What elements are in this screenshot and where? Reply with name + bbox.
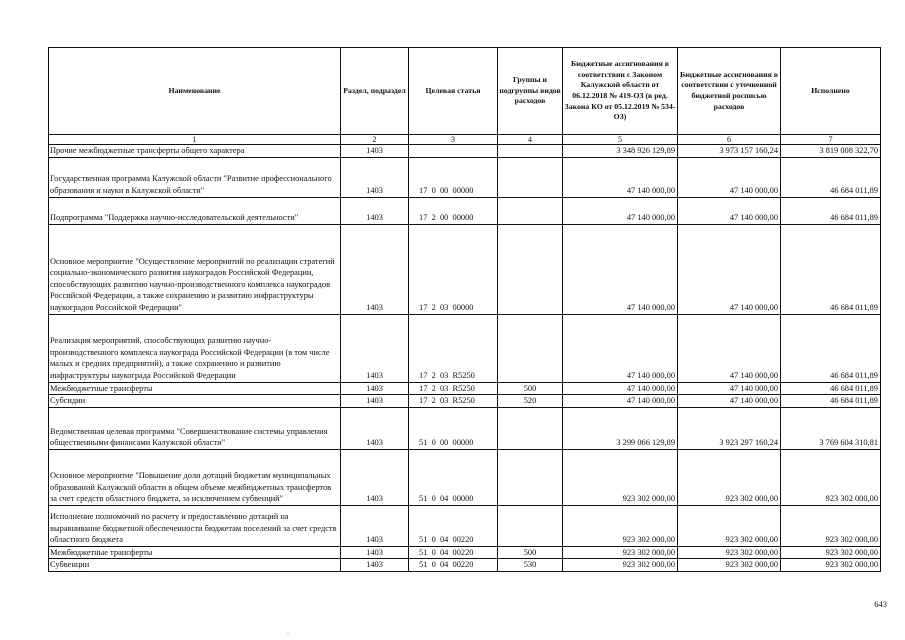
row-target: 51 0 00 00000 — [409, 407, 498, 449]
table-row — [49, 395, 881, 408]
row-refined-amount: 923 302 000,00 — [678, 559, 781, 572]
row-name: Подпрограмма "Поддержка научно-исследовательской деятельности" — [49, 197, 341, 224]
table-row — [49, 449, 881, 505]
row-group — [498, 197, 563, 224]
row-name: Межбюджетные трансферты — [49, 546, 341, 559]
footer-mark: . — [287, 627, 289, 636]
row-executed-amount: 923 302 000,00 — [781, 559, 881, 572]
row-group: 520 — [498, 395, 563, 408]
row-target: 17 0 00 00000 — [409, 157, 498, 197]
row-target: 17 2 00 00000 — [409, 197, 498, 224]
row-target: 17 2 03 00000 — [409, 224, 498, 314]
row-section: 1403 — [341, 382, 409, 395]
header-law: Бюджетные ассигнования в соответствии с Законом Калужской области от 06.12.2018 № 419-ОЗ (в ред. Закона КО от 05.12.2019 № 534-ОЗ) — [563, 48, 678, 135]
row-executed-amount: 3 819 008 322,70 — [781, 145, 881, 158]
column-number: 4 — [498, 135, 563, 145]
table-row — [49, 382, 881, 395]
row-law-amount: 47 140 000,00 — [563, 157, 678, 197]
column-number: 2 — [341, 135, 409, 145]
table-row — [49, 157, 881, 197]
row-refined-amount: 923 302 000,00 — [678, 546, 781, 559]
row-target: 17 2 03 R5250 — [409, 314, 498, 382]
row-group: 500 — [498, 382, 563, 395]
row-law-amount: 923 302 000,00 — [563, 505, 678, 546]
row-executed-amount: 46 684 011,89 — [781, 224, 881, 314]
row-section: 1403 — [341, 314, 409, 382]
column-number: 6 — [678, 135, 781, 145]
row-group — [498, 224, 563, 314]
row-section: 1403 — [341, 145, 409, 158]
table-row — [49, 407, 881, 449]
row-law-amount: 923 302 000,00 — [563, 546, 678, 559]
row-executed-amount: 46 684 011,89 — [781, 382, 881, 395]
row-name: Субвенции — [49, 559, 341, 572]
row-executed-amount: 923 302 000,00 — [781, 449, 881, 505]
row-name: Государственная программа Калужской области "Развитие профессионального образования и науки в Калужской области" — [49, 157, 341, 197]
header-name: Наименование — [49, 48, 341, 135]
row-section: 1403 — [341, 395, 409, 408]
header-row — [49, 48, 881, 135]
table-row — [49, 224, 881, 314]
row-law-amount: 923 302 000,00 — [563, 449, 678, 505]
row-section: 1403 — [341, 407, 409, 449]
row-executed-amount: 46 684 011,89 — [781, 314, 881, 382]
row-law-amount: 47 140 000,00 — [563, 382, 678, 395]
row-name: Реализация мероприятий, способствующих развитию научно-производственного комплекса наукограда Российской Федерации (в том числе малых и средних предприятий), а также сохранению и развитию инфраструктуры наукограда Российской Федерации — [49, 314, 341, 382]
column-number: 3 — [409, 135, 498, 145]
row-group: 530 — [498, 559, 563, 572]
row-target: 17 2 03 R5250 — [409, 395, 498, 408]
row-group: 500 — [498, 546, 563, 559]
row-name: Основное мероприятие "Осуществление мероприятий по реализации стратегий социально-экономического развития наукоградов Российской Федерации, способствующих развитию научно-производственного комплекса наукоградов Российской Федерации, а также сохранению и развитию инфраструктуры наукоградов Российской Федерации" — [49, 224, 341, 314]
header-section: Раздел, подраздел — [341, 48, 409, 135]
row-group — [498, 314, 563, 382]
header-group: Группы и подгруппы видов расходов — [498, 48, 563, 135]
row-section: 1403 — [341, 505, 409, 546]
row-refined-amount: 47 140 000,00 — [678, 197, 781, 224]
header-executed: Исполнено — [781, 48, 881, 135]
row-law-amount: 3 348 926 129,89 — [563, 145, 678, 158]
row-executed-amount: 46 684 011,89 — [781, 197, 881, 224]
row-group — [498, 407, 563, 449]
table-row — [49, 546, 881, 559]
row-name: Субсидии — [49, 395, 341, 408]
row-target: 51 0 04 00220 — [409, 559, 498, 572]
table-row — [49, 197, 881, 224]
row-law-amount: 923 302 000,00 — [563, 559, 678, 572]
row-refined-amount: 3 973 157 160,24 — [678, 145, 781, 158]
row-name: Исполнение полномочий по расчету и предоставлению дотаций на выравнивание бюджетной обеспеченности бюджетам поселений за счет средств областного бюджета — [49, 505, 341, 546]
row-law-amount: 47 140 000,00 — [563, 224, 678, 314]
column-number: 7 — [781, 135, 881, 145]
header-refined: Бюджетные ассигнования в соответствии с уточненной бюджетной росписью расходов — [678, 48, 781, 135]
header-target: Целевая статья — [409, 48, 498, 135]
row-law-amount: 3 299 066 129,89 — [563, 407, 678, 449]
row-law-amount: 47 140 000,00 — [563, 314, 678, 382]
page-number: 643 — [874, 599, 887, 609]
table-row — [49, 145, 881, 158]
row-group — [498, 145, 563, 158]
row-target — [409, 145, 498, 158]
row-executed-amount: 46 684 011,89 — [781, 395, 881, 408]
table-row — [49, 314, 881, 382]
row-name: Прочие межбюджетные трансферты общего характера — [49, 145, 341, 158]
row-group — [498, 449, 563, 505]
row-law-amount: 47 140 000,00 — [563, 197, 678, 224]
row-executed-amount: 923 302 000,00 — [781, 505, 881, 546]
row-refined-amount: 47 140 000,00 — [678, 314, 781, 382]
row-refined-amount: 47 140 000,00 — [678, 395, 781, 408]
column-number-row — [49, 135, 881, 145]
row-section: 1403 — [341, 224, 409, 314]
row-name: Ведомственная целевая программа "Совершенствование системы управления общественными финансами Калужской области" — [49, 407, 341, 449]
column-number: 5 — [563, 135, 678, 145]
row-refined-amount: 3 923 297 160,24 — [678, 407, 781, 449]
row-refined-amount: 47 140 000,00 — [678, 382, 781, 395]
row-refined-amount: 923 302 000,00 — [678, 505, 781, 546]
row-refined-amount: 47 140 000,00 — [678, 157, 781, 197]
table-row — [49, 505, 881, 546]
row-group — [498, 505, 563, 546]
row-executed-amount: 3 769 604 310,81 — [781, 407, 881, 449]
row-group — [498, 157, 563, 197]
row-executed-amount: 46 684 011,89 — [781, 157, 881, 197]
row-name: Основное мероприятие "Повышение доли дотаций бюджетам муниципальных образований Калужской области в общем объеме межбюджетных трансфертов за счет средств областного бюджета, за исключением субвенций" — [49, 449, 341, 505]
row-name: Межбюджетные трансферты — [49, 382, 341, 395]
row-section: 1403 — [341, 449, 409, 505]
row-law-amount: 47 140 000,00 — [563, 395, 678, 408]
row-section: 1403 — [341, 559, 409, 572]
row-section: 1403 — [341, 157, 409, 197]
row-refined-amount: 47 140 000,00 — [678, 224, 781, 314]
row-target: 51 0 04 00220 — [409, 546, 498, 559]
row-target: 51 0 04 00220 — [409, 505, 498, 546]
row-section: 1403 — [341, 197, 409, 224]
row-target: 51 0 04 00000 — [409, 449, 498, 505]
row-section: 1403 — [341, 546, 409, 559]
column-number: 1 — [49, 135, 341, 145]
row-target: 17 2 03 R5250 — [409, 382, 498, 395]
row-executed-amount: 923 302 000,00 — [781, 546, 881, 559]
budget-table — [48, 47, 881, 572]
table-row — [49, 559, 881, 572]
row-refined-amount: 923 302 000,00 — [678, 449, 781, 505]
